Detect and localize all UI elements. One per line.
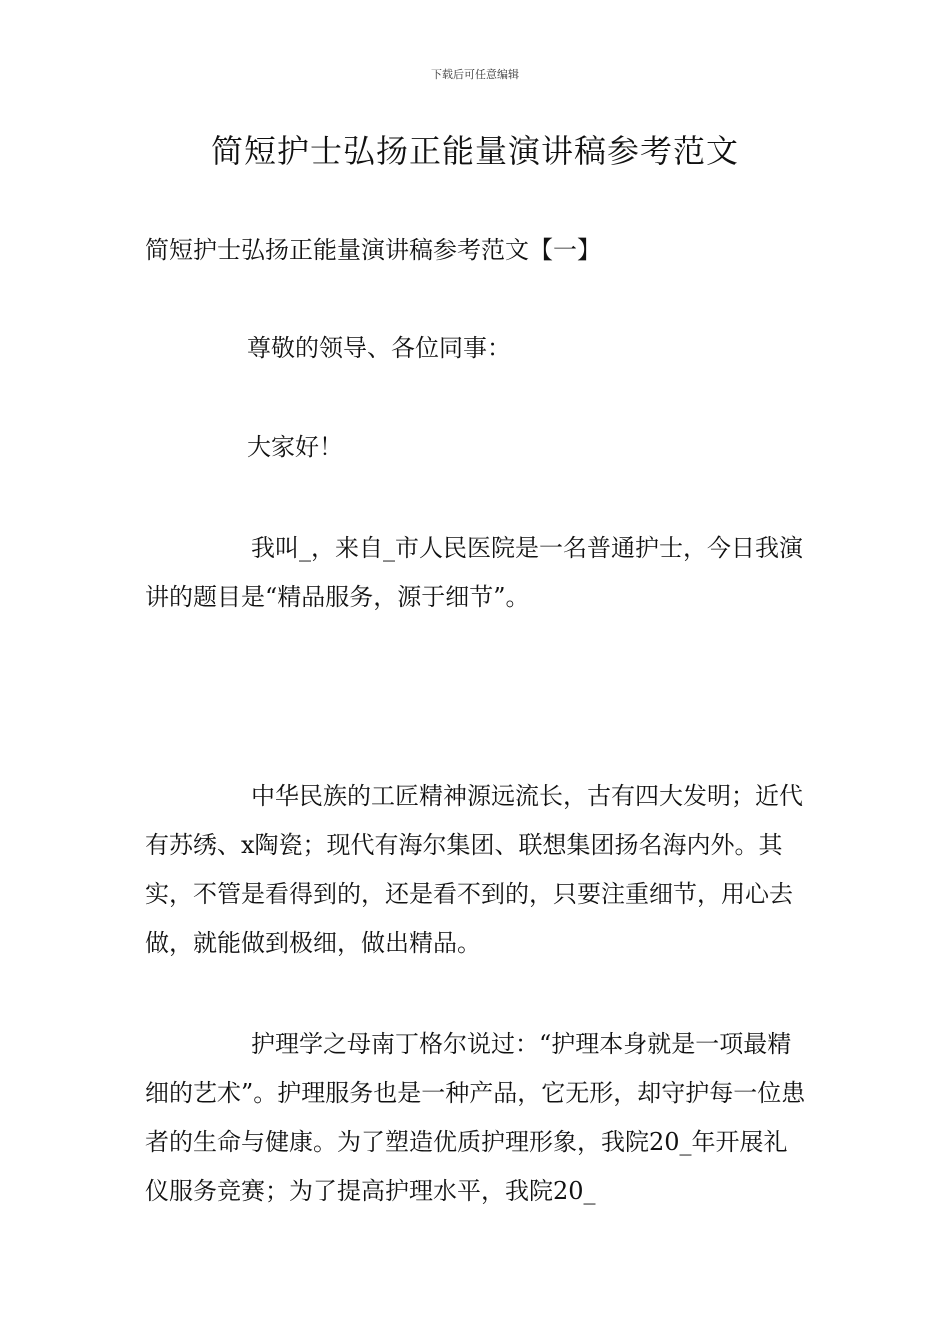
header-note: 下载后可任意编辑 [431,68,519,81]
greeting: 大家好！ [247,433,343,461]
salutation: 尊敬的领导、各位同事： [247,334,511,362]
paragraph-1 [145,524,810,622]
paragraph-2 [145,772,810,968]
paragraph-3-text: 护理学之母南丁格尔说过：“护理本身就是一项最精细的艺术”。护理服务也是一种产品，它无形，却守护每一位患者的生命与健康。为了塑造优质护理形象，我院20_年开展礼仪服务竞赛；为了提高护理水平，我院20_ [145,1030,806,1205]
document-title: 简短护士弘扬正能量演讲稿参考范文 [210,132,739,170]
paragraph-3 [145,1020,810,1216]
section-heading: 简短护士弘扬正能量演讲稿参考范文【一】 [145,236,601,264]
paragraph-2-text: 中华民族的工匠精神源远流长，古有四大发明；近代有苏绣、x陶瓷；现代有海尔集团、联想集团扬名海内外。其实，不管是看得到的，还是看不到的，只要注重细节，用心去做，就能做到极细，做出精品。 [145,782,803,957]
paragraph-1-text: 我叫_，来自_市人民医院是一名普通护士，今日我演讲的题目是“精品服务，源于细节”。 [145,534,803,611]
